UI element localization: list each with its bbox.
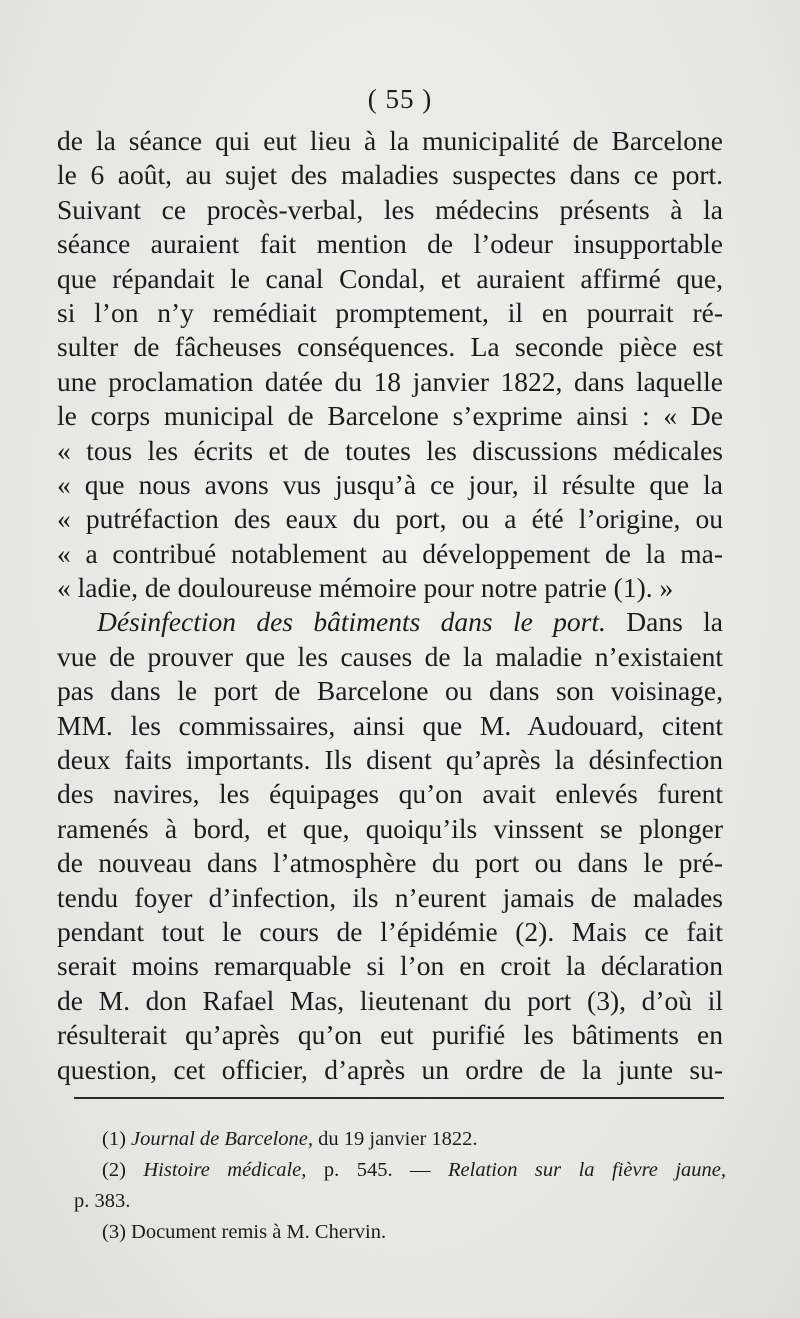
text-line: le corps municipal de Barcelone s’exprime ainsi : « De [57,400,723,432]
text-line: ramenés à bord, et que, quoiqu’ils vinssent se plonger [57,812,723,844]
section-title: Désinfection des bâtiments dans le port. [97,606,606,638]
text-line: que répandait le canal Condal, et auraient affirmé que, [57,262,723,294]
text-line: le 6 août, au sujet des maladies suspectes dans ce port. [57,159,723,191]
footnote-text: p. 545. — [323,1159,431,1181]
text-line: deux faits importants. Ils disent qu’après la désinfection [57,744,723,776]
text-line: serait moins remarquable si l’on en croit la déclaration [57,950,723,982]
text-line: de nouveau dans l’atmosphère du port ou dans le pré- [57,847,723,879]
text-line: « que nous avons vus jusqu’à ce jour, il résulte que la [57,468,723,500]
footnote-text: du 19 janvier 1822. [318,1128,478,1150]
text-line: une proclamation datée du 18 janvier 1822, dans laquelle [57,365,723,397]
text-line: sulter de fâcheuses conséquences. La seconde pièce est [57,331,723,363]
text-line: résulterait qu’après qu’on eut purifié les bâtiments en [57,1019,723,1051]
text-line: vue de prouver que les causes de la maladie n’existaient [57,640,723,672]
text-line: séance auraient fait mention de l’odeur insupportable [57,228,723,260]
text-line: tendu foyer d’infection, ils n’eurent jamais de malades [57,881,723,913]
main-text [57,124,723,1087]
footnote-number: (1) [102,1128,126,1150]
text-line: si l’on n’y remédiait promptement, il en pourrait ré- [57,296,723,328]
page-number-header: ( 55 ) [367,84,433,114]
footnote-title: Journal de Barcelone, [131,1128,314,1150]
section-first-line-rest: Dans la [626,606,723,638]
section-first-line [57,605,723,639]
text-line: « a contribué notablement au développement de la ma- [57,537,723,569]
text-line: de la séance qui eut lieu à la municipalité de Barcelone [57,125,723,156]
footnote-rule [74,1097,724,1099]
text-line: question, cet officier, d’après un ordre de la junte su- [57,1053,723,1085]
text-line: « putréfaction des eaux du port, ou a été l’origine, ou [57,503,723,535]
text-line: de M. don Rafael Mas, lieutenant du port (3), d’où il [57,984,723,1016]
footnote-1 [74,1124,726,1155]
footnote-2-continued: p. 383. [74,1190,131,1212]
text-line: MM. les commissaires, ainsi que M. Audouard, citent [57,709,723,741]
text-line: des navires, les équipages qu’on avait enlevés furent [57,778,723,810]
footnote-title-2: Relation sur la fièvre jaune, [448,1159,727,1181]
footnote-number: (2) [102,1159,126,1181]
footnotes [74,1124,726,1248]
text-line: « tous les écrits et de toutes les discussions médicales [57,434,723,466]
footnote-title: Histoire médicale, [143,1159,307,1181]
footnote-2 [74,1155,726,1186]
text-line: « ladie, de douloureuse mémoire pour notre patrie (1). » [57,572,674,604]
footnote-3: (3) Document remis à M. Chervin. [102,1221,387,1243]
text-line: Suivant ce procès-verbal, les médecins présents à la [57,193,723,225]
text-line: pas dans le port de Barcelone ou dans son voisinage, [57,675,723,707]
text-line: pendant tout le cours de l’épidémie (2). Mais ce fait [57,915,723,947]
